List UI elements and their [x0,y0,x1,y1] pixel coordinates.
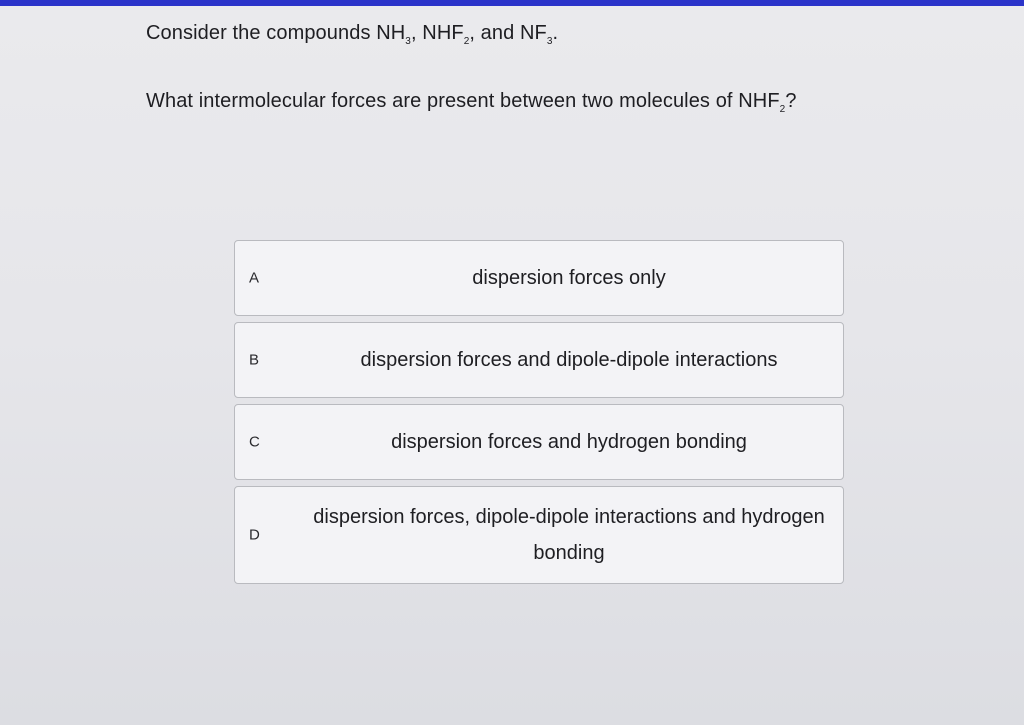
top-accent-bar [0,0,1024,6]
choice-a-button[interactable] [234,240,844,316]
question-intro: Consider the compounds $NH_3$, $NHF_2$, and $NF_3$. [146,22,559,47]
choice-c-button[interactable] [234,404,844,480]
choice-text: dispersion forces only [472,267,666,289]
choice-text: dispersion forces, dipole-dipole interactions and hydrogen bonding [313,506,825,564]
choice-b-button[interactable] [234,322,844,398]
answer-choices [234,240,854,590]
choice-letter: D [249,526,260,544]
choice-text: dispersion forces and dipole-dipole interactions [360,349,778,371]
choice-letter: B [249,351,260,369]
question-prompt: What intermolecular forces are present between two molecules of $NHF_2$? [146,90,797,115]
choice-letter: A [249,269,260,287]
choice-letter: C [249,433,260,451]
choice-text: dispersion forces and hydrogen bonding [391,431,747,453]
choice-d-button[interactable] [234,486,844,584]
